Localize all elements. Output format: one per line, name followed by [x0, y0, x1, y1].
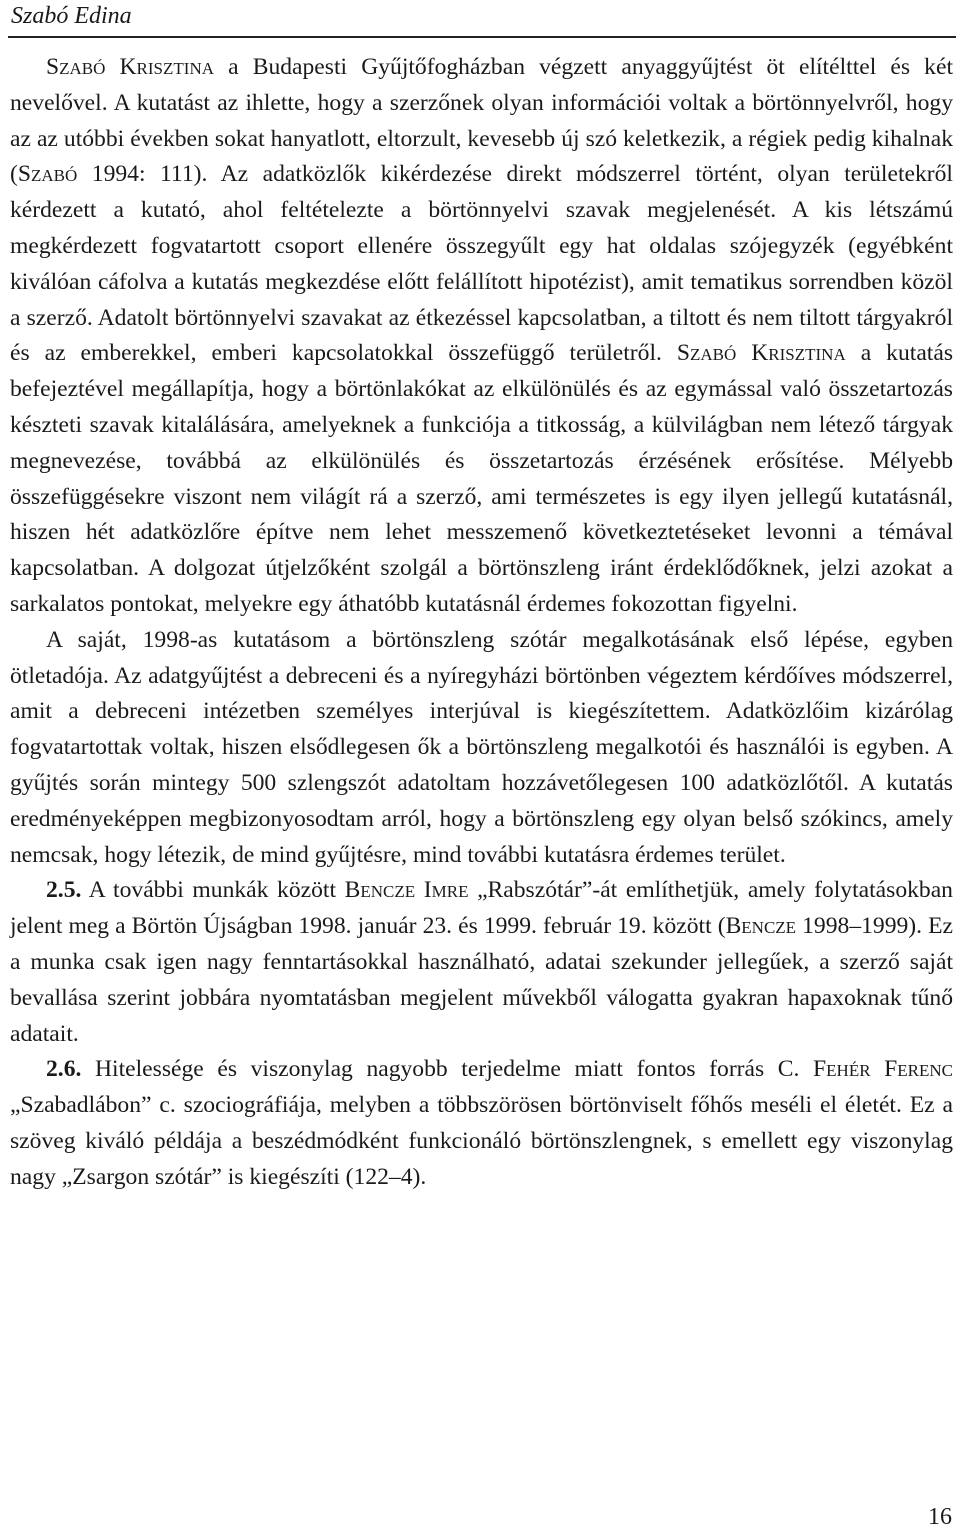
author-name-small-caps: Szabó Krisztina — [676, 340, 846, 367]
paragraph-own-research — [10, 623, 953, 874]
paragraph-text: a Budapesti Gyűjtőfogházban végzett anyaggyűjtést öt elítélttel és két nevelővel. A kutatást az ihlette, hogy a szerzőnek olyan információi voltak a börtönnyelvről, hogy az az utóbbi években sokat hanyatlott, eltorzult, kevesebb új szó keletkezik, a régiek pedig kihalnak ( — [10, 54, 953, 188]
paragraph-text: A saját, 1998-as kutatásom a börtönszleng szótár megalkotásának első lépése, egyben ötletadója. Az adatgyűjtést a debreceni és a nyíregyházi börtönben végeztem kérdőíves módszerrel, amit a debreceni intézetben személyes interjúval is kiegészítettem. Adatközlőim kizárólag fogvatartottak voltak, hiszen elsődlegesen ők a börtönszleng megalkotói és használói is egyben. A gyűjtés során mintegy 500 szlengszót adatoltam hozzávetőlegesen 100 adatközlőtől. A kutatás eredményeképpen megbizonyosodtam arról, hogy a börtönszleng egy olyan belső szókincs, amely nemcsak, hogy létezik, de mind gyűjtésre, mind további kutatásra érdemes terület. — [10, 626, 953, 868]
paragraph-szabo-krisztina — [10, 50, 953, 623]
paragraph-text: a kutatás befejeztével megállapítja, hogy a börtönlakókat az elkülönülés és az egymással való összetartozás készteti szavak kitalálására, amelyeknek a funkciója a titkosság, a külvilágban nem létező tárgyak megnevezése, továbbá az elkülönülés és összetartozás érzésének erősítése. Mélyebb összefüggésekre viszont nem világít rá a szerző, ami természetes is egy ilyen jellegű kutatásnál, hiszen hét adatközlőre építve nem lehet messzemenő következtetéseket levonni a témával kapcsolatban. A dolgozat útjelzőként szolgál a börtönszleng iránt érdeklődőknek, jelzi azokat a sarkalatos pontokat, melyekre egy áthatóbb kutatásnál érdemes fokozottan figyelni. — [10, 340, 953, 617]
body-text — [10, 50, 953, 1196]
author-name-small-caps: Szabó Krisztina — [46, 54, 214, 80]
author-name-small-caps: Szabó — [17, 161, 78, 188]
paragraph-2-5 — [10, 873, 953, 1052]
author-name-small-caps: Bencze Imre — [344, 877, 469, 904]
author-name-small-caps: Bencze — [725, 913, 797, 940]
header-author-name: Szabó Edina — [11, 3, 132, 29]
section-number: 2.6. — [46, 1056, 82, 1083]
section-number: 2.5. — [46, 877, 82, 904]
paragraph-2-6 — [10, 1052, 953, 1195]
paragraph-text: „Rabszótár”-át említhetjük, amely folytatásokban jelent meg a Börtön Újságban 1998. január 23. és 1999. február 19. között ( — [10, 877, 953, 940]
author-name-small-caps: Fehér Ferenc — [813, 1056, 954, 1083]
page-number: 16 — [928, 1504, 952, 1530]
running-header — [8, 0, 956, 38]
paragraph-text: „Szabadlábon” c. szociográfiája, melyben a többszörösen börtönviselt főhős meséli el életét. Ez a szöveg kiváló példája a beszédmódként funkcionáló börtönszlengnek, s emellett egy viszonylag nagy „Zsargon szótár” is kiegészíti (122–4). — [10, 1092, 953, 1190]
paragraph-text: 1994: 111). Az adatközlők kikérdezése direkt módszerrel történt, olyan területekről kérdezett a kutató, ahol feltételezte a börtönnyelvi szavak megjelenését. A kis létszámú megkérdezett fogvatartott csoport ellenére összegyűlt egy hat oldalas szójegyzék (egyébként kiválóan cáfolva a kutatás megkezdése előtt felállított hipotézist), amit tematikus sorrendben közöl a szerző. Adatolt börtönnyelvi szavakat az étkezéssel kapcsolatban, a tiltott és nem tiltott tárgyakról és az emberekkel, emberi kapcsolatokkal összefüggő területről. — [10, 161, 953, 367]
paragraph-text: 1998–1999). Ez a munka csak igen nagy fenntartásokkal használható, adatai szekunder jellegűek, a szerző saját bevallása szerint jobbára nyomtatásban megjelent művekből válogatta gyakran hapaxoknak tűnő adatait. — [10, 913, 953, 1047]
paragraph-text: A további munkák között — [81, 877, 345, 904]
paragraph-text: Hitelessége és viszonylag nagyobb terjedelme miatt fontos forrás C. — [81, 1056, 814, 1083]
